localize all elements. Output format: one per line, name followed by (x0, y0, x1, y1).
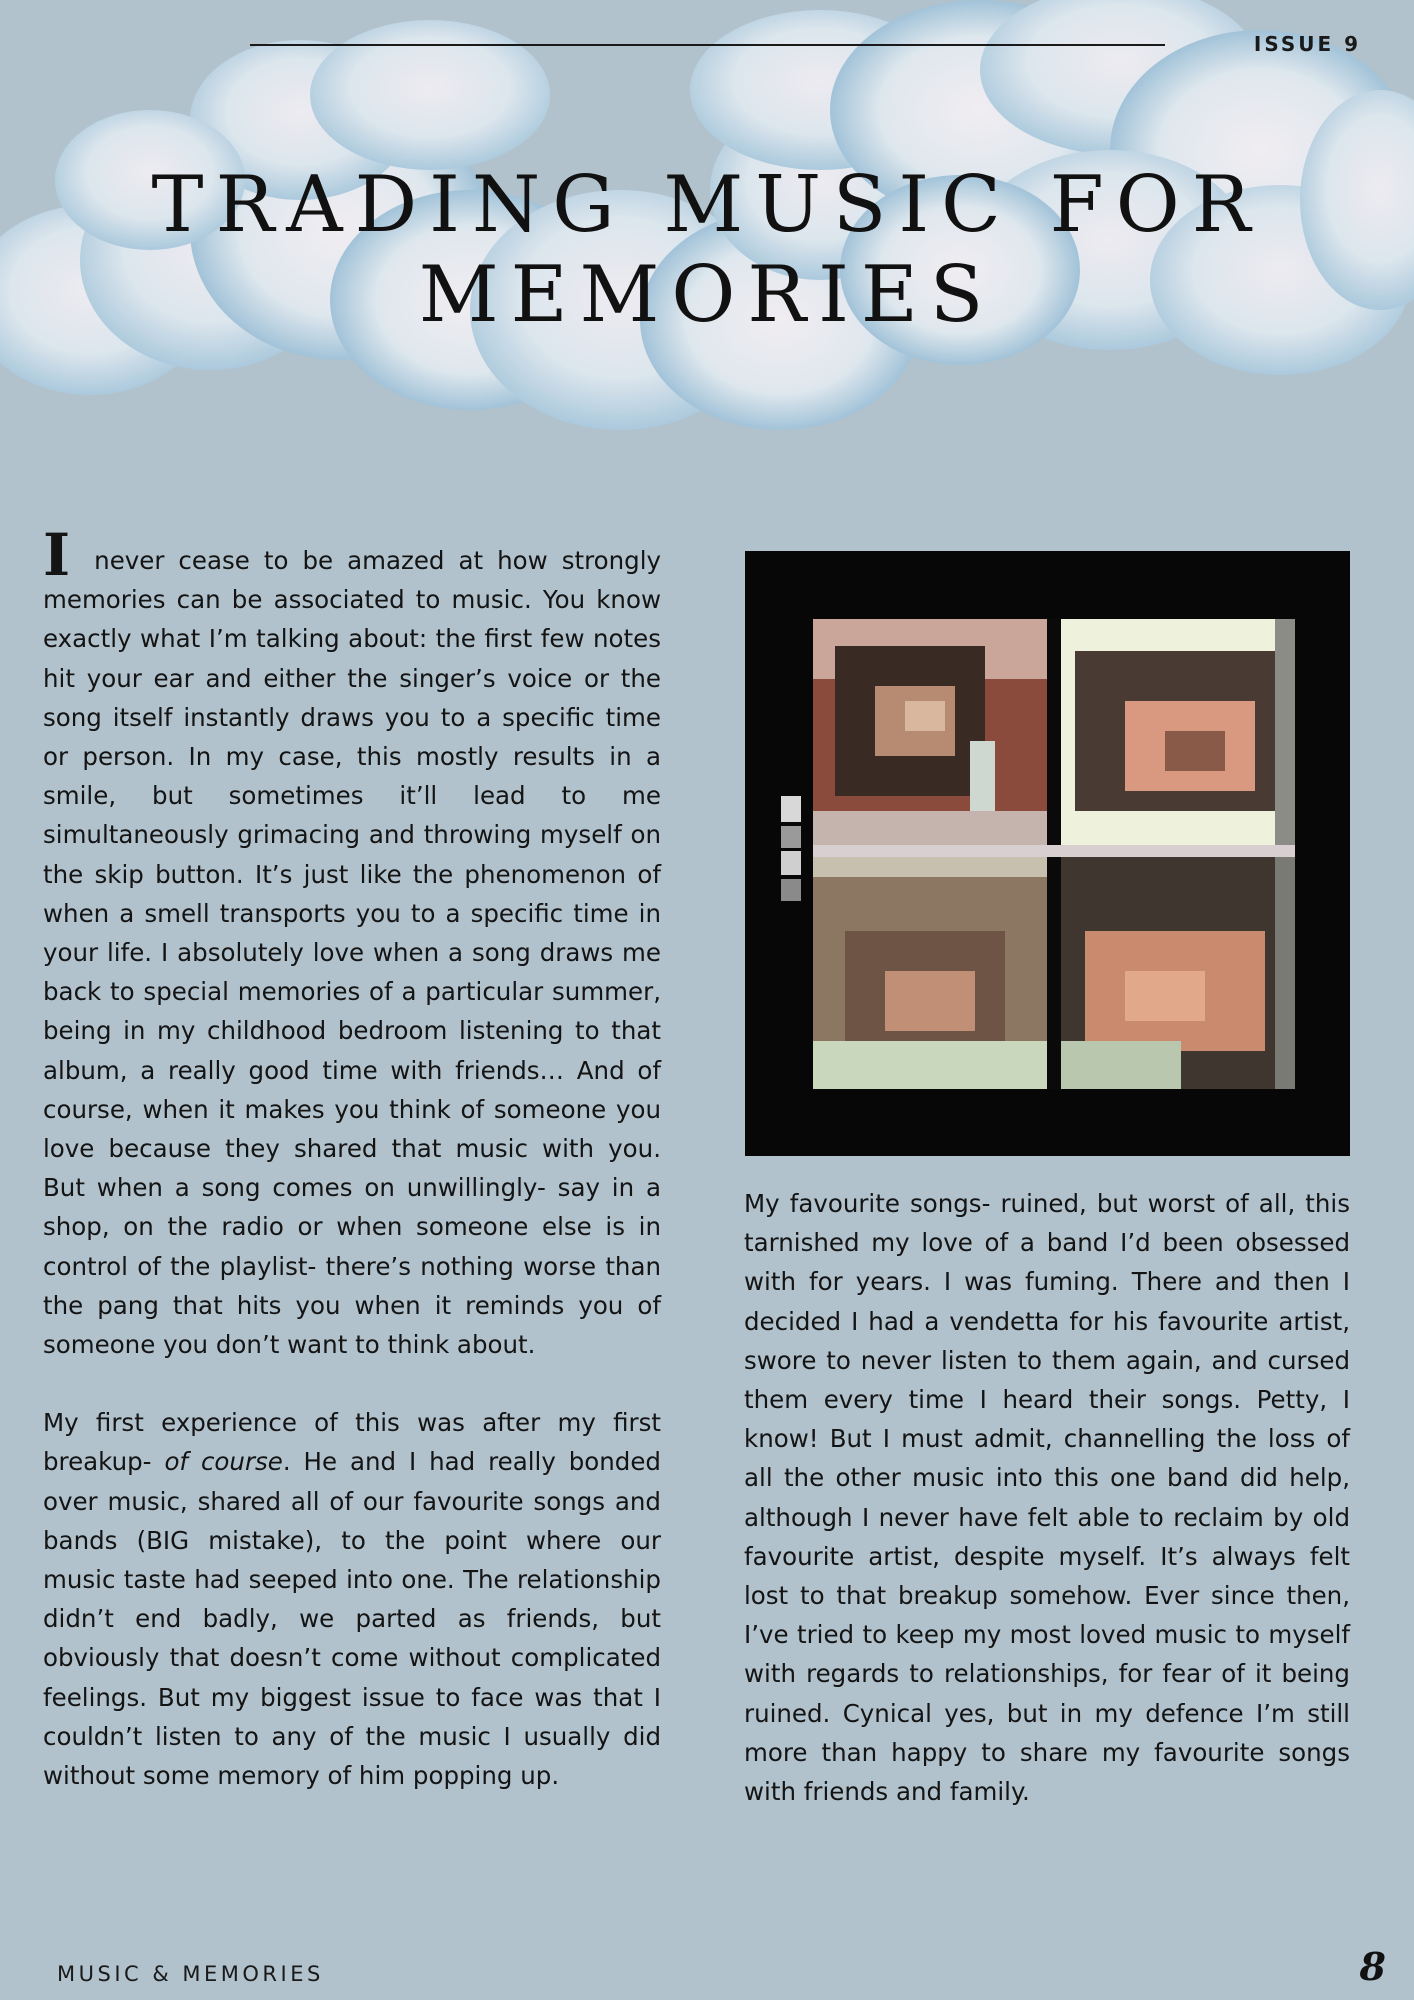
issue-label: ISSUE 9 (1253, 32, 1362, 56)
paragraph-3: My favourite songs- ruined, but worst of all, this tarnished my love of a band I’d been obsessed with for years. I was fuming. There and then I decided I had a vendetta for his favourite artist, swore to never listen to them again, and cursed them every time I heard their songs. Petty, I know! But I must admit, channelling the loss of all the other music into this one band did help, although I never have felt able to reclaim by old favourite artist, despite myself. It’s always felt lost to that breakup somehow. Ever since then, I’ve tried to keep my most loved music to myself with regards to relationships, for fear of it being ruined. Cynical yes, but in my defence I’m still more than happy to share my favourite songs with friends and family. (744, 1189, 1350, 1807)
paragraph-1-text: never cease to be amazed at how strongly memories can be associated to music. You know exactly what I’m talking about: the first few notes hit your ear and either the singer’s voice or the song itself instantly draws you to a specific time or person. In my case, this mostly results in a smile, but sometimes it’ll lead to me simultaneously grimacing and throwing myself on the skip button. It’s just like the phenomenon of when a smell transports you to a specific time in your life. I absolutely love when a song draws me back to special memories of a particular summer, being in my childhood bedroom listening to that album, a really good time with friends… And of course, when it makes you think of someone you love because they shared that music with you. But when a song comes on unwillingly- say in a shop, on the radio or when someone else is in control of the playlist- there’s nothing worse than the pang that hits you when it reminds you of someone you don’t want to think about. (43, 546, 661, 1360)
album-artwork (745, 551, 1350, 1156)
paragraph-2 (43, 1403, 661, 1795)
footer-section-label: MUSIC & MEMORIES (57, 1962, 324, 1986)
page-number: 8 (1359, 1944, 1386, 1989)
paragraph-1 (43, 521, 661, 1364)
title-line-2: MEMORIES (418, 250, 996, 340)
header-rule (250, 44, 1165, 46)
paragraph-2-italic: of course (164, 1447, 283, 1477)
paragraph-2-text-b: . He and I had really bonded over music, shared all of our favourite songs and bands (BIG mistake), to the point where our music taste had seeped into one. The relationship didn’t end badly, we parted as friends, but obviously that doesn’t come without complicated feelings. But my biggest issue to face was that I couldn’t listen to any of the music I usually did without some memory of him popping up. (43, 1447, 661, 1791)
article-right-column (744, 1184, 1350, 1811)
article-title (100, 160, 1314, 340)
article-left-column (43, 521, 661, 1795)
drop-cap: I (43, 521, 71, 589)
title-line-1: TRADING MUSIC FOR (151, 160, 1263, 250)
album-cover-image (745, 551, 1350, 1156)
paragraph-2-text-a: My first experience of this was after my first breakup- (43, 1408, 661, 1477)
